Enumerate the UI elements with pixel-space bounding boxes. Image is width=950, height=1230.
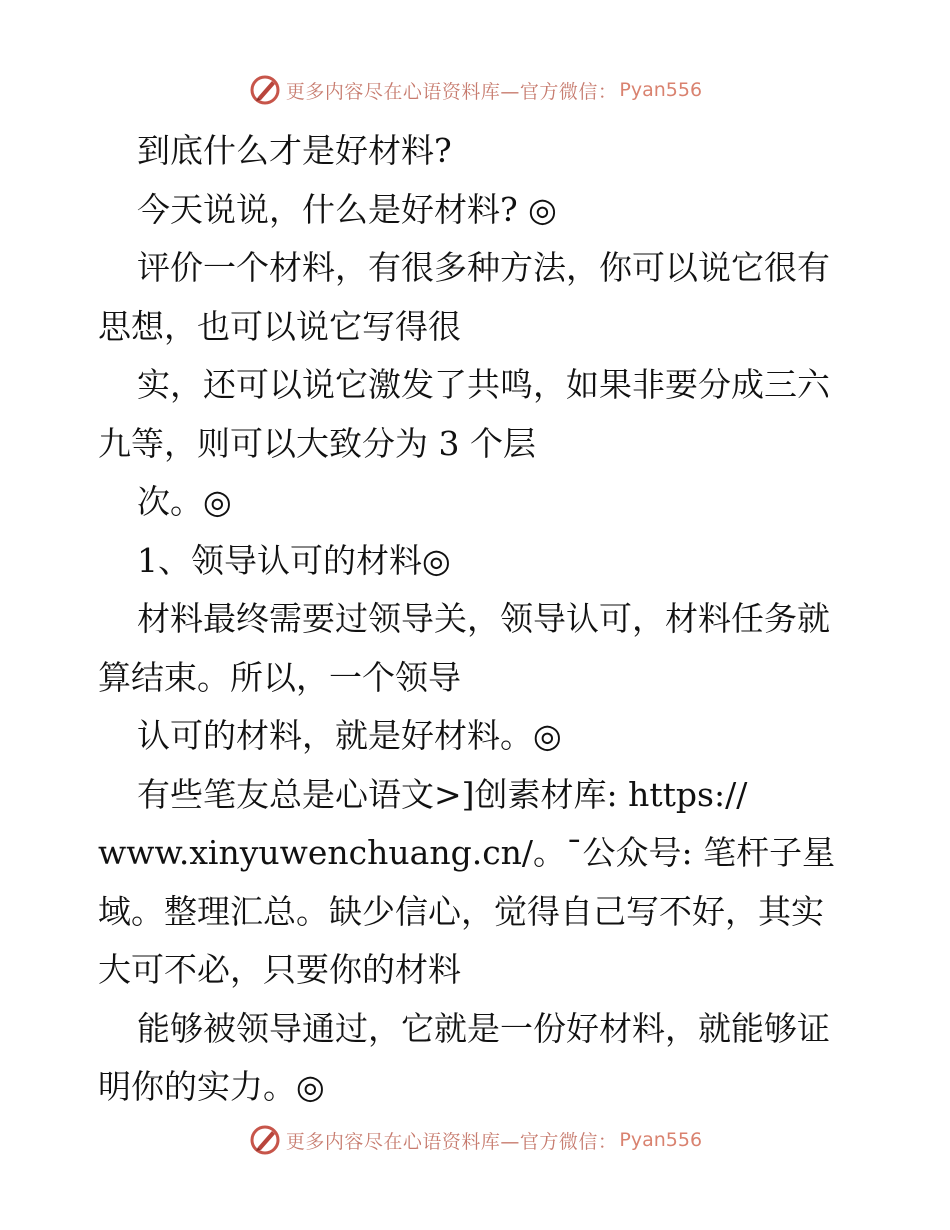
pen-logo-icon: [248, 73, 282, 107]
paragraph-line: 今天说说，什么是好材料? ◎: [137, 189, 557, 229]
paragraph-line: 算结束。所以，一个领导: [98, 657, 461, 697]
document-body: [98, 122, 858, 1117]
paragraph-line: 域。整理汇总。缺少信心，觉得自己写不好，其实: [98, 891, 824, 931]
paragraph-line: 材料最终需要过领导关，领导认可，材料任务就: [137, 599, 830, 638]
watermark-wechat-id: Pyan556: [619, 1129, 703, 1151]
paragraph-line: 明你的实力。◎: [98, 1067, 325, 1106]
paragraph-line: 能够被领导通过，它就是一份好材料，就能够证: [137, 1008, 830, 1048]
footer-watermark: [0, 1120, 950, 1160]
paragraph-line: 实，还可以说它激发了共鸣，如果非要分成三六: [137, 365, 830, 404]
paragraph-line: 到底什么才是好材料?: [137, 131, 452, 170]
paragraph-line: 有些笔友总是心语文>]创素材库: https://: [137, 774, 748, 814]
watermark-text: 更多内容尽在心语资料库—官方微信：: [285, 1130, 618, 1153]
paragraph-line: 思想，也可以说它写得很: [98, 306, 461, 346]
watermark-text: 更多内容尽在心语资料库—官方微信：: [285, 80, 618, 103]
watermark-wechat-id: Pyan556: [619, 79, 703, 101]
header-watermark: [0, 70, 950, 110]
paragraph-line: 大可不必，只要你的材料: [98, 950, 461, 989]
paragraph-line: 九等，则可以大致分为 3 个层: [98, 423, 536, 463]
paragraph-line: 次。◎: [137, 482, 232, 521]
paragraph-line: www.xinyuwenchuang.cn/。¯公众号: 笔杆子星: [98, 833, 836, 872]
section-heading: 1、领导认可的材料◎: [137, 540, 451, 580]
paragraph-line: 评价一个材料，有很多种方法，你可以说它很有: [137, 248, 830, 287]
paragraph-line: 认可的材料，就是好材料。◎: [137, 716, 562, 755]
pen-logo-icon: [248, 1123, 282, 1157]
